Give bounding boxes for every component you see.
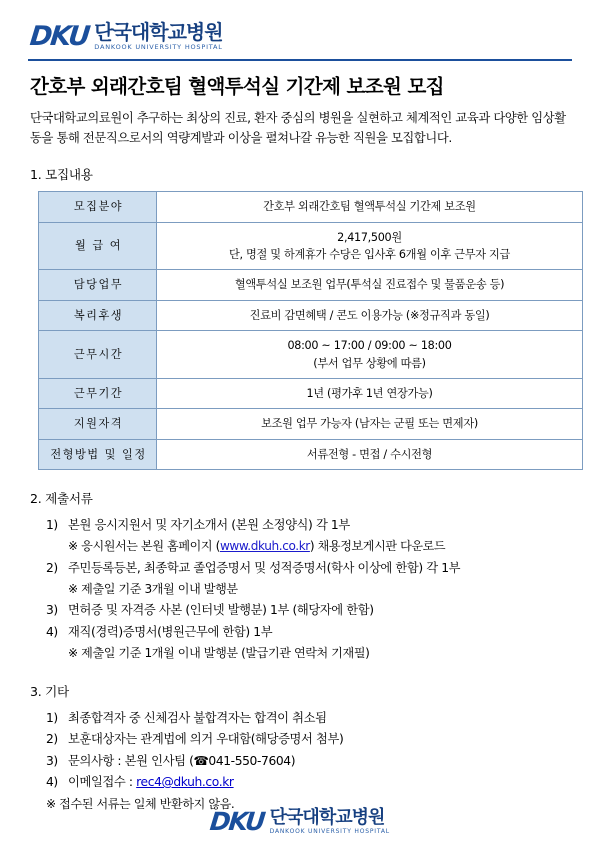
table-row-label: 월 급 여 [39, 222, 157, 270]
table-row-label: 담당업무 [39, 270, 157, 300]
list-marker: 2) [46, 732, 58, 747]
table-cell-line: 진료비 감면혜택 / 콘도 이용가능 (※정규직과 동일) [249, 308, 490, 322]
homepage-link[interactable]: www.dkuh.co.kr [219, 539, 310, 554]
list-item [46, 600, 572, 622]
dku-logo-icon: DKU [28, 20, 90, 52]
list-marker: 3) [46, 753, 58, 768]
list-marker: 1) [46, 517, 58, 532]
list-item [46, 729, 572, 751]
list-text: 문의사항 : 본원 인사팀 (☎041-550-7604) [68, 753, 296, 768]
list-item [46, 622, 572, 644]
list-marker: 2) [46, 560, 58, 575]
table-row-value [157, 331, 583, 379]
table-row [39, 270, 583, 300]
table-row-value [157, 300, 583, 330]
email-label: 이메일접수 : [68, 775, 137, 790]
list-item [46, 558, 572, 580]
table-row [39, 300, 583, 330]
list-item [46, 772, 572, 794]
list-item [46, 515, 572, 537]
header-divider [28, 59, 572, 61]
hospital-name [94, 22, 222, 51]
footer-hospital-name-kr: 단국대학교병원 [269, 806, 385, 828]
table-row [39, 378, 583, 408]
table-row-value [157, 222, 583, 270]
list-text: 보훈대상자는 관계법에 의거 우대함(해당증명서 첨부) [68, 732, 344, 747]
list-marker: 4) [46, 775, 58, 790]
table-row-value [157, 192, 583, 222]
footer [0, 806, 600, 837]
table-row [39, 439, 583, 469]
table-row [39, 222, 583, 270]
list-item [46, 708, 572, 730]
table-cell-line: 서류전형 - 면접 / 수시전형 [306, 447, 433, 461]
list-note: ※ 제출일 기준 3개월 이내 발행분 [68, 582, 238, 597]
list-text [68, 772, 572, 794]
table-row-label: 근무시간 [39, 331, 157, 379]
list-marker: 3) [46, 603, 58, 618]
list-text: 본원 응시지원서 및 자기소개서 (본원 소정양식) 각 1부 [68, 517, 350, 532]
footer-logo [208, 806, 390, 837]
page-title: 간호부 외래간호팀 혈액투석실 기간제 보조원 모집 [30, 74, 444, 98]
note-text-pre: ※ 응시원서는 본원 홈페이지 ( [68, 539, 220, 554]
section-heading-etc: 3. 기타 [30, 683, 69, 699]
table-cell-line: 1년 (평가후 1년 연장가능) [306, 386, 433, 400]
table-row-value [157, 409, 583, 439]
table-row [39, 331, 583, 379]
table-cell-line: 보조원 업무 가능자 (남자는 군필 또는 면제자) [261, 417, 478, 431]
table-cell-line: 2,417,500원 [337, 230, 402, 244]
etc-final-note: ※ 접수된 서류는 일체 반환하지 않음. [46, 796, 235, 811]
table-cell-line: 08:00 ~ 17:00 / 09:00 ~ 18:00 [287, 339, 452, 353]
note-text-post: ) 채용정보게시판 다운로드 [309, 539, 446, 554]
section-heading-documents: 2. 제출서류 [30, 490, 93, 506]
table-cell-line: 간호부 외래간호팀 혈액투석실 기간제 보조원 [263, 200, 476, 214]
table-row-value [157, 439, 583, 469]
table-row-value [157, 378, 583, 408]
dku-logo-icon: DKU [208, 807, 266, 837]
table-row-label: 지원자격 [39, 409, 157, 439]
list-marker: 1) [46, 710, 58, 725]
list-note: ※ 제출일 기준 1개월 이내 발행분 (발급기관 연락처 기재필) [68, 646, 370, 661]
list-marker: 4) [46, 624, 58, 639]
header-logo [28, 22, 572, 51]
table-row-label: 전형방법 및 일정 [39, 439, 157, 469]
table-row [39, 192, 583, 222]
table-cell-line: 혈액투석실 보조원 업무(투석실 진료접수 및 물품운송 등) [234, 278, 505, 292]
table-row-label: 근무기간 [39, 378, 157, 408]
list-text: 면허증 및 자격증 사본 (인터넷 발행분) 1부 (해당자에 한함) [68, 603, 374, 618]
list-text: 주민등록등본, 최종학교 졸업증명서 및 성적증명서(학사 이상에 한함) 각 1부 [68, 560, 461, 575]
intro-paragraph: 단국대학교의료원이 추구하는 최상의 진료, 환자 중심의 병원을 실현하고 체계적인 교육과 다양한 임상활동을 통해 전문직으로서의 역량계발과 이상을 펼쳐나갈 유능한 직원을 모집합니다. [30, 110, 566, 146]
email-link[interactable]: rec4@dkuh.co.kr [136, 775, 234, 790]
footer-hospital-name [269, 806, 390, 835]
etc-list [28, 708, 572, 815]
table-row [39, 409, 583, 439]
table-cell-subline: 단, 명절 및 하계휴가 수당은 입사후 6개월 이후 근무자 지급 [228, 248, 511, 262]
list-item [46, 751, 572, 773]
documents-list [28, 515, 572, 665]
recruitment-table [38, 191, 583, 470]
table-row-value [157, 270, 583, 300]
list-text: 재직(경력)증명서(병원근무에 한함) 1부 [68, 624, 273, 639]
table-row-label: 모집분야 [39, 192, 157, 222]
hospital-name-en: DANKOOK UNIVERSITY HOSPITAL [94, 43, 223, 51]
hospital-name-kr: 단국대학교병원 [94, 20, 223, 44]
table-cell-subline: (부서 업무 상황에 따름) [313, 356, 426, 370]
list-note [68, 536, 572, 557]
footer-hospital-name-en: DANKOOK UNIVERSITY HOSPITAL [269, 827, 390, 835]
table-row-label: 복리후생 [39, 300, 157, 330]
section-heading-recruitment: 1. 모집내용 [30, 167, 93, 183]
list-text: 최종합격자 중 신체검사 불합격자는 합격이 취소됨 [68, 710, 327, 725]
